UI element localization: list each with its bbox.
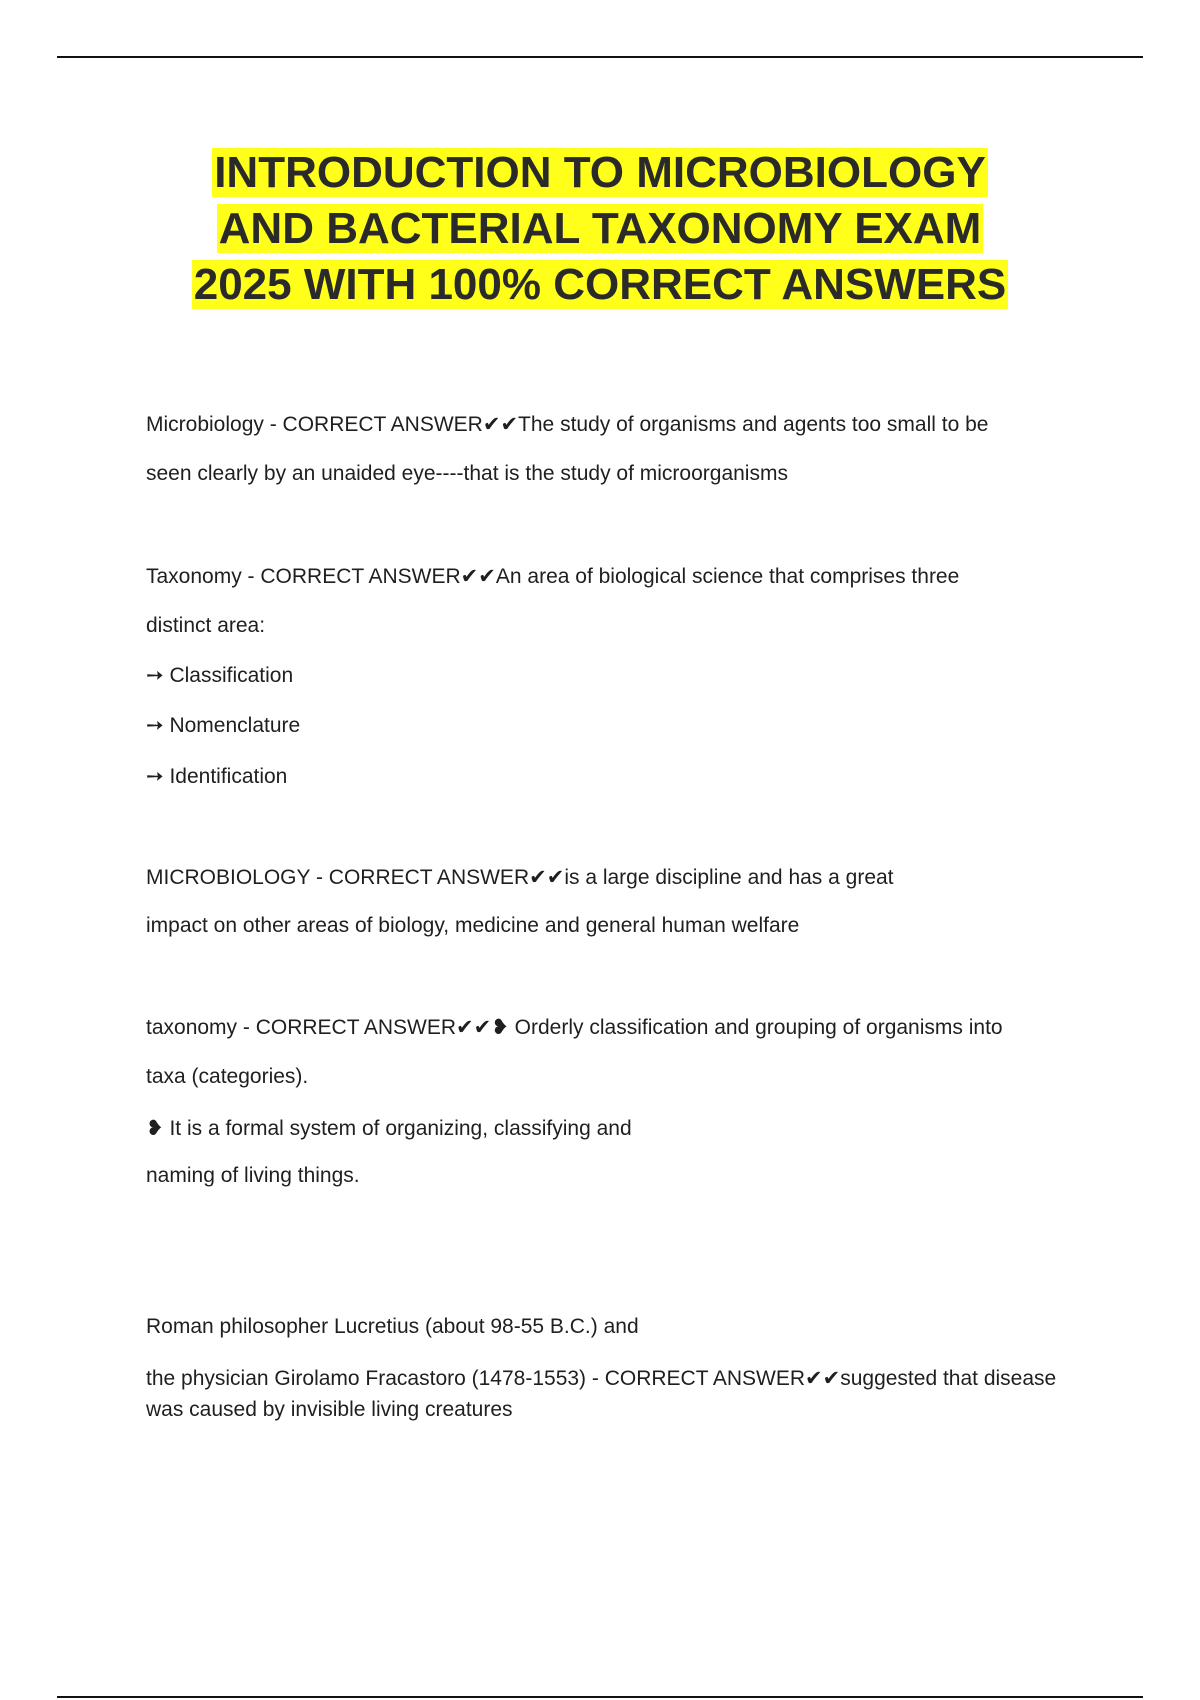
entry-term-line: Roman philosopher Lucretius (about 98-55 B.C.) and bbox=[146, 1315, 639, 1338]
entry-line bbox=[146, 1015, 1003, 1040]
entry-term: MICROBIOLOGY - CORRECT ANSWER bbox=[146, 866, 530, 889]
list-item bbox=[146, 764, 287, 789]
check-icon: ✔✔ bbox=[805, 1367, 841, 1390]
entry-answer: suggested that disease bbox=[840, 1367, 1057, 1390]
entry-term: Microbiology - CORRECT ANSWER bbox=[146, 413, 483, 436]
check-icon: ✔✔ bbox=[482, 413, 519, 436]
check-icon: ✔✔ bbox=[456, 1016, 492, 1039]
list-item-label: Identification bbox=[169, 765, 288, 788]
entry-answer: is a large discipline and has a great bbox=[564, 866, 894, 889]
entry-line bbox=[146, 1366, 1056, 1391]
entry-answer: An area of biological science that comprises three bbox=[495, 565, 960, 588]
list-item bbox=[146, 663, 293, 688]
list-item-label: Classification bbox=[169, 664, 294, 687]
chevron-bullet-icon: ❥ bbox=[146, 1117, 164, 1140]
chevron-bullet-icon: ❥ bbox=[491, 1016, 509, 1039]
bottom-rule bbox=[57, 1696, 1143, 1698]
list-item bbox=[146, 713, 300, 738]
arrow-icon: ➙ bbox=[146, 714, 164, 737]
document-title bbox=[57, 145, 1143, 313]
arrow-icon: ➙ bbox=[146, 664, 164, 687]
title-line-1: INTRODUCTION TO MICROBIOLOGY bbox=[214, 148, 986, 197]
title-line-3: 2025 WITH 100% CORRECT ANSWERS bbox=[193, 260, 1007, 309]
entry-answer: Orderly classification and grouping of organisms into bbox=[514, 1016, 1003, 1039]
entry-answer-continued: taxa (categories). bbox=[146, 1065, 309, 1088]
entry-answer-continued: naming of living things. bbox=[146, 1164, 360, 1187]
entry-line bbox=[146, 865, 894, 890]
top-rule bbox=[57, 56, 1143, 58]
entry-answer-continued: seen clearly by an unaided eye----that is the study of microorganisms bbox=[146, 462, 788, 485]
arrow-icon: ➙ bbox=[146, 765, 164, 788]
entry-answer: The study of organisms and agents too small to be bbox=[518, 413, 989, 436]
list-item-label: Nomenclature bbox=[169, 714, 301, 737]
check-icon: ✔✔ bbox=[460, 565, 496, 588]
entry-term: taxonomy - CORRECT ANSWER bbox=[146, 1016, 457, 1039]
entry-answer-continued: It is a formal system of organizing, classifying and bbox=[169, 1117, 632, 1140]
entry-line bbox=[146, 412, 988, 437]
entry-answer-continued: distinct area: bbox=[146, 614, 266, 637]
title-line-2: AND BACTERIAL TAXONOMY EXAM bbox=[218, 204, 982, 253]
entry-bullet-line bbox=[146, 1116, 632, 1141]
entry-term: the physician Girolamo Fracastoro (1478-1553) - CORRECT ANSWER bbox=[146, 1367, 806, 1390]
entry-answer-continued: was caused by invisible living creatures bbox=[146, 1398, 513, 1421]
check-icon: ✔✔ bbox=[529, 866, 565, 889]
entry-line bbox=[146, 564, 959, 589]
entry-answer-continued: impact on other areas of biology, medicine and general human welfare bbox=[146, 914, 800, 937]
entry-term: Taxonomy - CORRECT ANSWER bbox=[146, 565, 461, 588]
